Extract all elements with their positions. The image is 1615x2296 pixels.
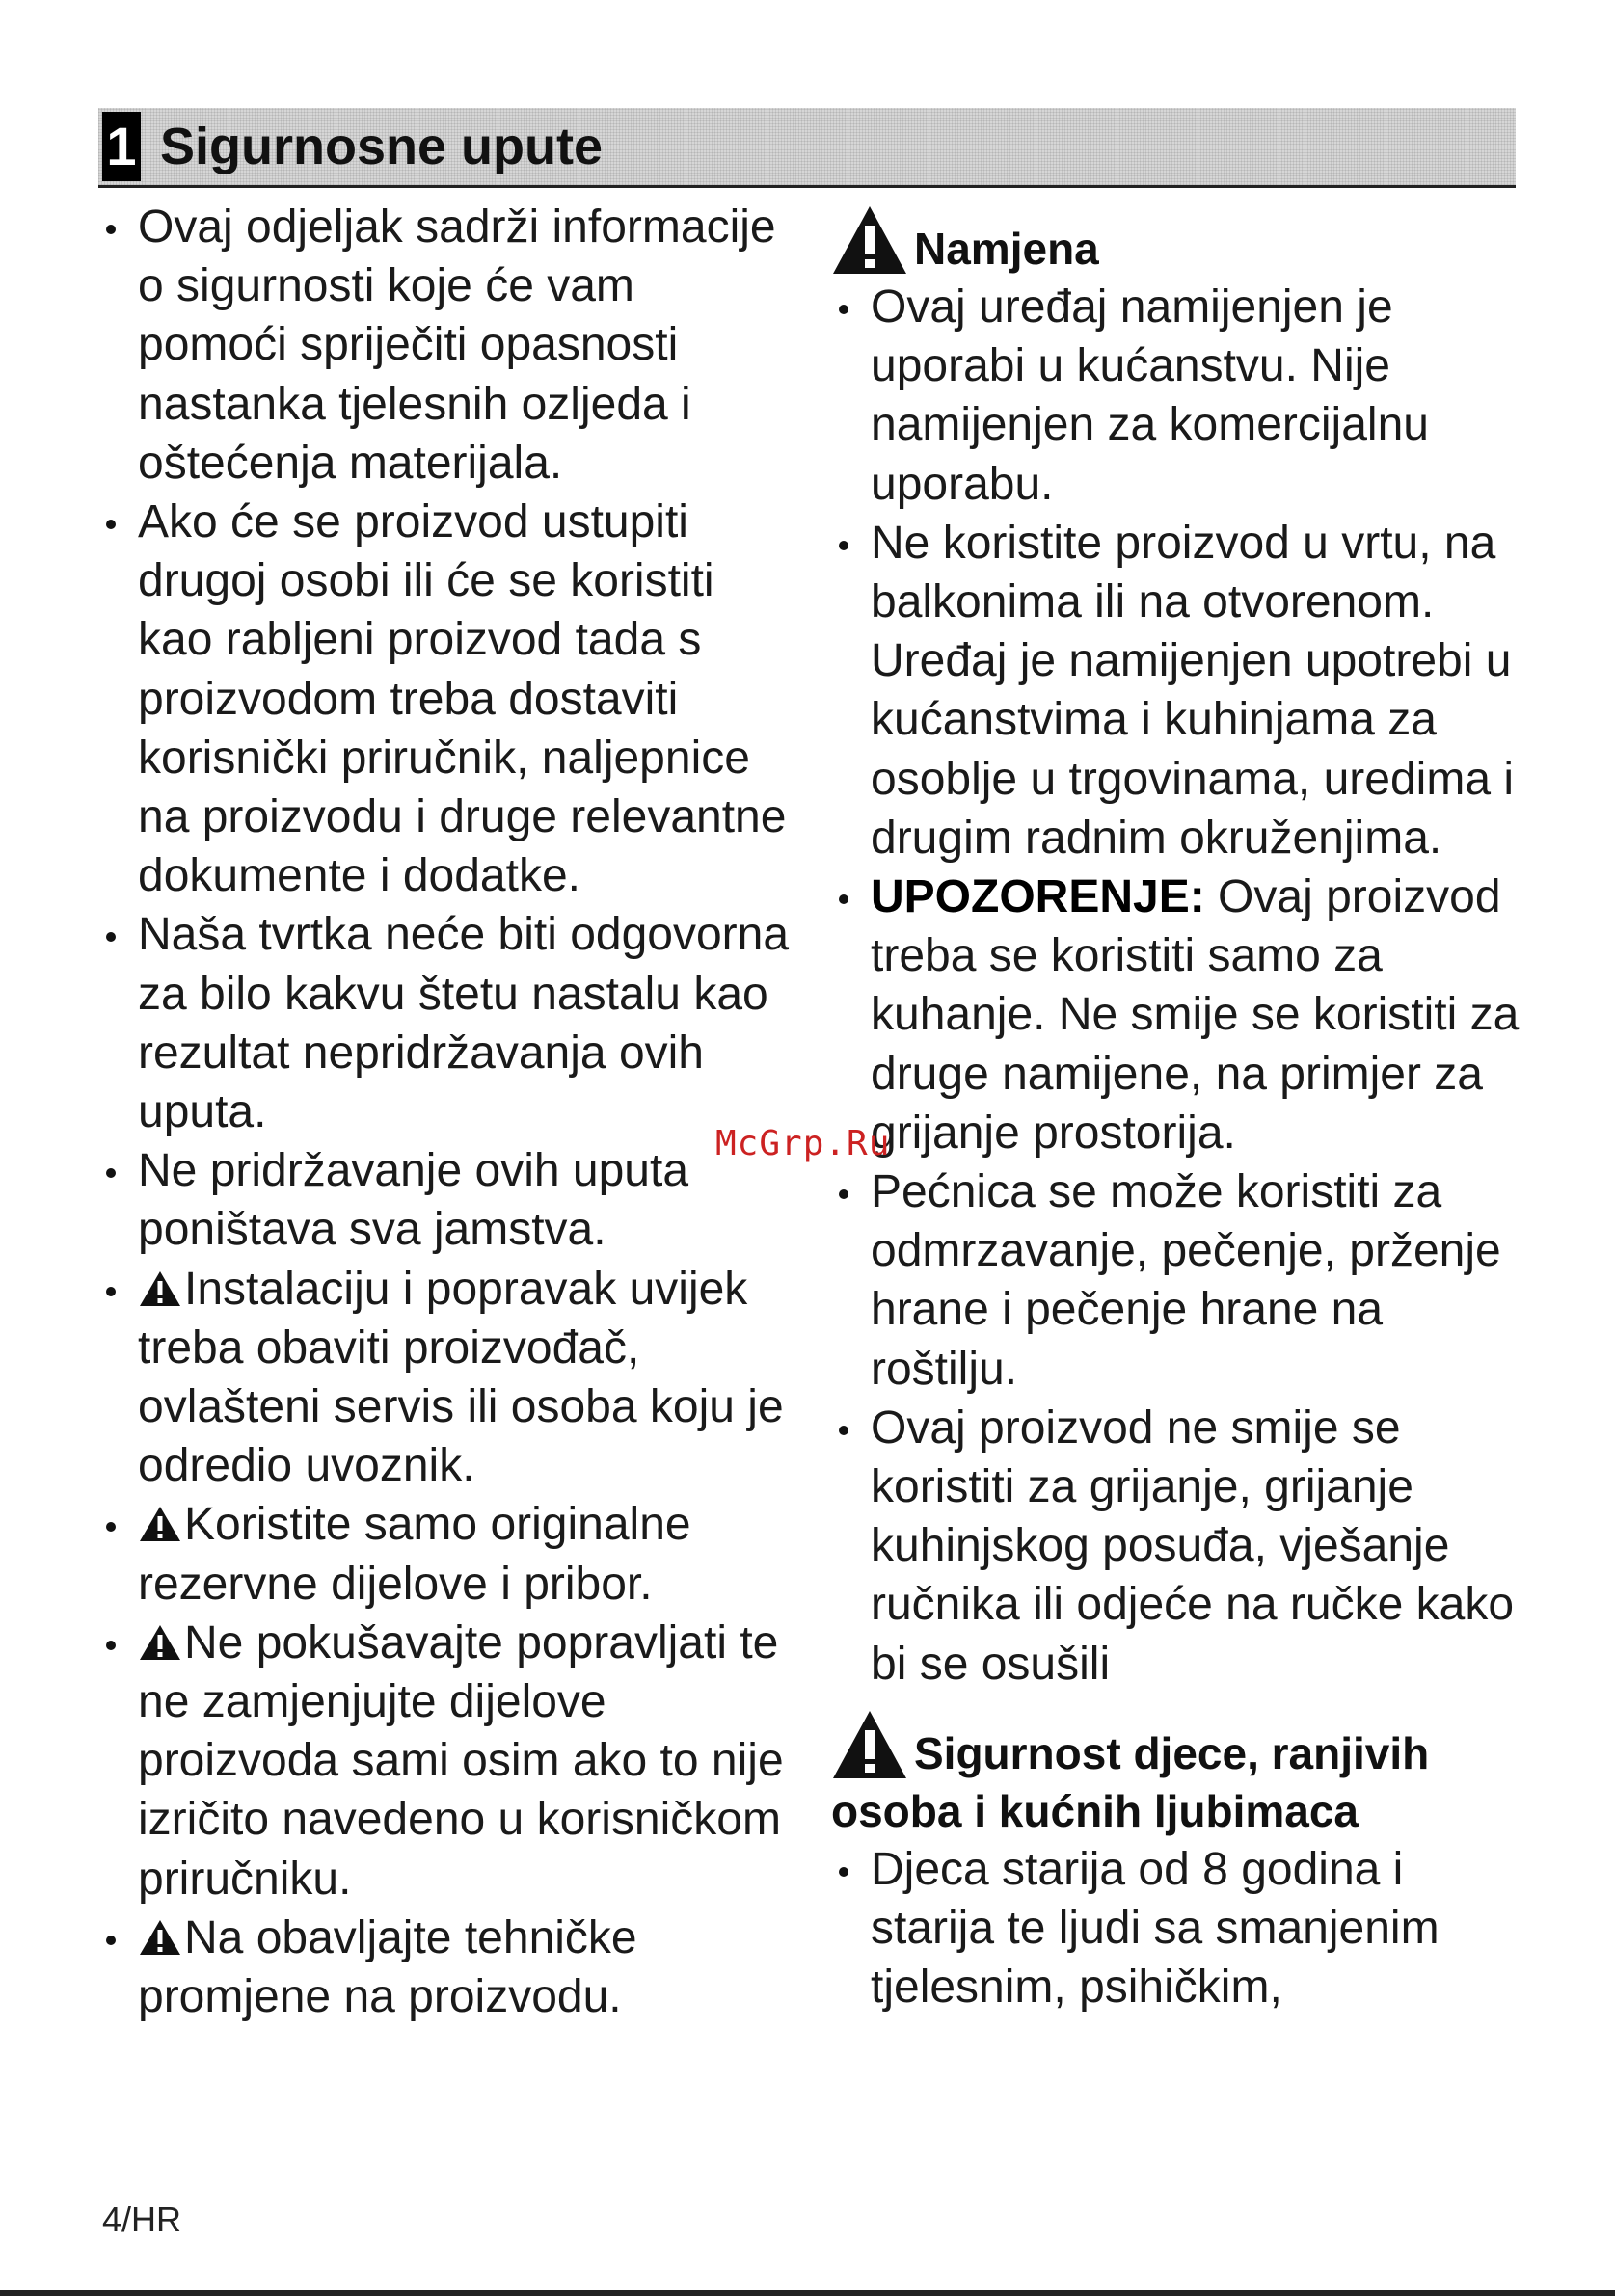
list-item-text: Ovaj proizvod treba se koristiti samo za kuhanje. Ne smije se koristiti za druge namijene, na primjer za grijanje prostorija.	[871, 871, 1520, 1159]
list-item-text: Ovaj uređaj namijenjen je uporabi u kućanstvu. Nije namijenjen za komercijalnu uporabu.	[871, 281, 1429, 510]
djeca-heading-line2: osoba i kućnih ljubimaca	[831, 1785, 1359, 1836]
djeca-list	[831, 1840, 1525, 2017]
left-column	[98, 198, 793, 2026]
list-item	[98, 905, 793, 1141]
namjena-heading	[831, 202, 1525, 278]
list-item-text: Pećnica se može koristiti za odmrzavanje, pečenje, prženje hrane i pečenje hrane na roštilju.	[871, 1166, 1501, 1395]
bottom-rule	[0, 2290, 1615, 2296]
namjena-heading-text: Namjena	[914, 224, 1099, 274]
list-item-text: Naša tvrtka neće biti odgovorna za bilo kakvu štetu nastalu kao rezultat nepridržavanja ovih uputa.	[138, 909, 790, 1138]
list-item-text: Ako će se proizvod ustupiti drugoj osobi ili će se koristiti kao rabljeni proizvod tada s proizvodom treba dostaviti korisnički priručnik, naljepnice na proizvodu i druge relevantne dokumente i dodatke.	[138, 496, 787, 902]
watermark: McGrp.Ru	[715, 1124, 891, 1163]
warning-triangle-icon	[138, 1623, 182, 1662]
warning-triangle-icon	[831, 1707, 914, 1782]
list-item	[98, 198, 793, 493]
list-item	[831, 868, 1525, 1162]
list-item	[831, 1840, 1525, 2017]
list-item-text: Ne pokušavajte popravljati te ne zamjenjujte dijelove proizvoda sami osim ako to nije izričito navedeno u korisničkom priručniku.	[138, 1616, 784, 1905]
list-item	[98, 1909, 793, 2026]
list-item	[98, 493, 793, 905]
warning-triangle-icon	[138, 1505, 182, 1543]
list-item	[831, 514, 1525, 868]
safety-list	[98, 198, 793, 2026]
list-item-text: Na obavljajte tehničke promjene na proizvodu.	[138, 1911, 637, 2023]
list-item	[831, 1399, 1525, 1694]
section-number: 1	[102, 112, 141, 181]
list-item-text: Ne koristite proizvod u vrtu, na balkonima ili na otvorenom. Uređaj je namijenjen upotrebi u kućanstvima i kuhinjama za osoblje u trgovinama, uredima i drugim radnim okruženjima.	[871, 517, 1515, 864]
warning-label: UPOZORENJE:	[871, 871, 1205, 923]
warning-triangle-icon	[831, 202, 914, 278]
list-item	[98, 1141, 793, 1259]
list-item-text: Ne pridržavanje ovih uputa poništava sva jamstva.	[138, 1145, 689, 1256]
right-column	[831, 202, 1525, 2016]
list-item-text: Djeca starija od 8 godina i starija te ljudi sa smanjenim tjelesnim, psihičkim,	[871, 1843, 1440, 2014]
section-title: Sigurnosne upute	[160, 118, 603, 175]
list-item	[98, 1614, 793, 1909]
djeca-heading-line1: Sigurnost djece, ranjivih	[914, 1727, 1430, 1778]
warning-triangle-icon	[138, 1269, 182, 1308]
namjena-list	[831, 278, 1525, 1694]
list-item-text: Koristite samo originalne rezervne dijelove i pribor.	[138, 1499, 691, 1610]
list-item-text: Instalaciju i popravak uvijek treba obaviti proizvođač, ovlašteni servis ili osoba koju je odredio uvoznik.	[138, 1263, 784, 1492]
section-header	[98, 108, 1516, 188]
spacer	[831, 1694, 1525, 1707]
list-item	[831, 1162, 1525, 1399]
list-item	[831, 278, 1525, 514]
djeca-heading	[831, 1707, 1525, 1782]
list-item	[98, 1260, 793, 1496]
page-number: 4/HR	[102, 2200, 182, 2239]
list-item	[98, 1495, 793, 1613]
list-item-text: Ovaj proizvod ne smije se koristiti za grijanje, grijanje kuhinjskog posuđa, vješanje ručnika ili odjeće na ručke kako bi se osušili	[871, 1402, 1515, 1690]
warning-triangle-icon	[138, 1918, 182, 1957]
list-item-text: Ovaj odjeljak sadrži informacije o sigurnosti koje će vam pomoći spriječiti opasnosti nastanka tjelesnih ozljeda i oštećenja materijala.	[138, 201, 776, 489]
